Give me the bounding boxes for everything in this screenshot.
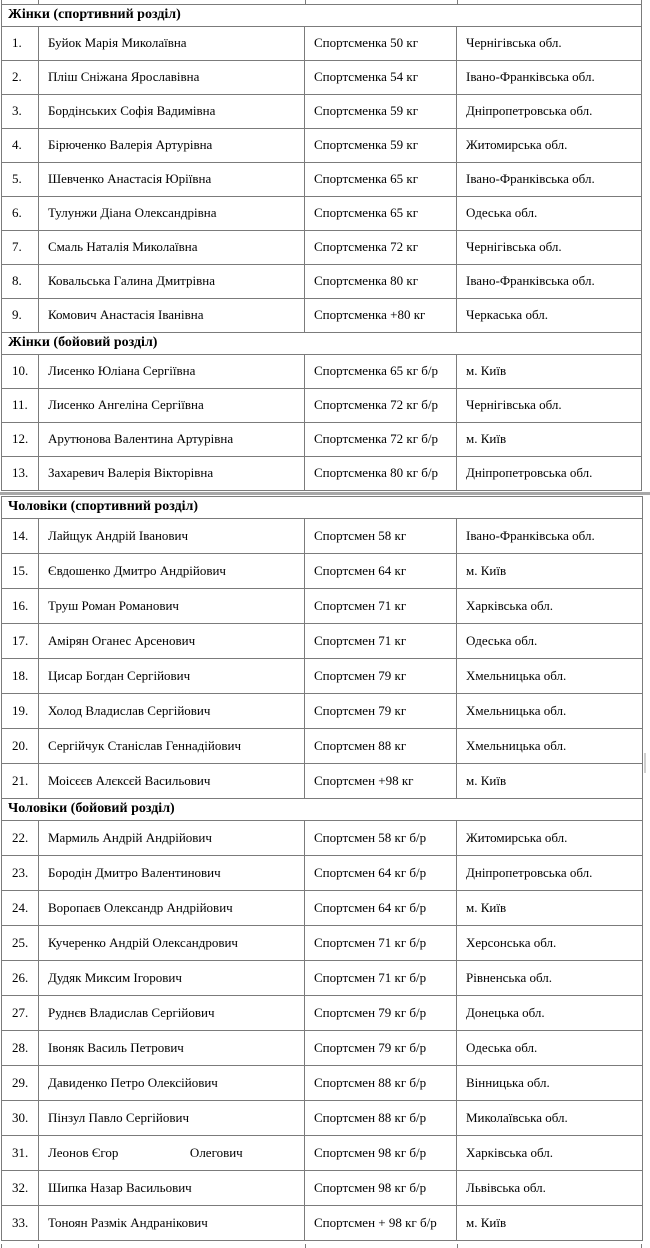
cell-num: 24. — [2, 891, 39, 926]
women-athletes-table — [1, 4, 642, 491]
cell-region: м. Київ — [457, 423, 642, 457]
cell-num: 14. — [2, 519, 39, 554]
cell-category: Спортсмен 71 кг б/р — [305, 926, 457, 961]
cell-num: 30. — [2, 1101, 39, 1136]
men-table — [1, 496, 643, 1241]
cell-name: Руднєв Владислав Сергійович — [39, 996, 305, 1031]
athlete-row — [2, 129, 642, 163]
cell-category: Спортсмен 98 кг б/р — [305, 1136, 457, 1171]
cell-name: Бородін Дмитро Валентинович — [39, 856, 305, 891]
cell-name: Тоноян Размік Андранікович — [39, 1206, 305, 1241]
cell-num: 12. — [2, 423, 39, 457]
athlete-row — [2, 95, 642, 129]
cell-num: 27. — [2, 996, 39, 1031]
athlete-row — [2, 694, 643, 729]
cell-region: Одеська обл. — [457, 624, 643, 659]
athlete-row — [2, 1136, 643, 1171]
cell-name: Бордінських Софія Вадимівна — [39, 95, 305, 129]
cell-num: 18. — [2, 659, 39, 694]
cell-num: 1. — [2, 27, 39, 61]
athlete-row — [2, 197, 642, 231]
athlete-row — [2, 554, 643, 589]
cell-name: Амірян Оганес Арсенович — [39, 624, 305, 659]
cell-name: Мармиль Андрій Андрійович — [39, 821, 305, 856]
section-header-row — [2, 5, 642, 27]
cell-region: Івано-Франківська обл. — [457, 265, 642, 299]
cell-region: Житомирська обл. — [457, 821, 643, 856]
cell-category: Спортсмен 64 кг б/р — [305, 891, 457, 926]
cell-region: Хмельницька обл. — [457, 694, 643, 729]
cell-num: 23. — [2, 856, 39, 891]
cell-num: 2. — [2, 61, 39, 95]
cell-name: Івоняк Василь Петрович — [39, 1031, 305, 1066]
cell-name: Холод Владислав Сергійович — [39, 694, 305, 729]
athlete-row — [2, 856, 643, 891]
cell-name: Пліш Сніжана Ярославівна — [39, 61, 305, 95]
cell-region: м. Київ — [457, 554, 643, 589]
cell-category: Спортсмен 71 кг — [305, 589, 457, 624]
cell-num: 13. — [2, 457, 39, 491]
cell-name: Кучеренко Андрій Олександрович — [39, 926, 305, 961]
cell-region: Одеська обл. — [457, 1031, 643, 1066]
cell-name: Бірюченко Валерія Артурівна — [39, 129, 305, 163]
cell-category: Спортсмен 88 кг — [305, 729, 457, 764]
cell-category: Спортсмен 79 кг б/р — [305, 996, 457, 1031]
athlete-row — [2, 299, 642, 333]
cell-name: Шевченко Анастасія Юріївна — [39, 163, 305, 197]
cell-num: 5. — [2, 163, 39, 197]
athlete-row — [2, 519, 643, 554]
cell-name: Тулунжи Діана Олександрівна — [39, 197, 305, 231]
cell-category: Спортсмен 88 кг б/р — [305, 1066, 457, 1101]
athlete-row — [2, 624, 643, 659]
cell-name: Лисенко Ангеліна Сергіївна — [39, 389, 305, 423]
grid-line — [305, 1244, 306, 1248]
cell-num: 10. — [2, 355, 39, 389]
athlete-row — [2, 1206, 643, 1241]
cell-name: Давиденко Петро Олексійович — [39, 1066, 305, 1101]
cell-num: 22. — [2, 821, 39, 856]
cell-category: Спортсменка 65 кг — [305, 197, 457, 231]
cell-region: Харківська обл. — [457, 589, 643, 624]
cell-region: Миколаївська обл. — [457, 1101, 643, 1136]
cell-region: м. Київ — [457, 1206, 643, 1241]
cell-category: Спортсменка 65 кг б/р — [305, 355, 457, 389]
athlete-row — [2, 355, 642, 389]
cell-num: 8. — [2, 265, 39, 299]
athlete-row — [2, 891, 643, 926]
cell-num: 9. — [2, 299, 39, 333]
athlete-row — [2, 163, 642, 197]
cell-name: Пінзул Павло Сергійович — [39, 1101, 305, 1136]
athlete-row — [2, 764, 643, 799]
athlete-row — [2, 61, 642, 95]
cell-category: Спортсменка 80 кг б/р — [305, 457, 457, 491]
men-athletes-table — [1, 496, 643, 1241]
cell-category: Спортсменка 54 кг — [305, 61, 457, 95]
cell-category: Спортсмен 58 кг б/р — [305, 821, 457, 856]
athlete-row — [2, 996, 643, 1031]
cell-category: Спортсмен +98 кг — [305, 764, 457, 799]
cell-name: Моісєєв Алєксєй Васильович — [39, 764, 305, 799]
athlete-row — [2, 659, 643, 694]
athlete-row — [2, 1101, 643, 1136]
cell-num: 20. — [2, 729, 39, 764]
cell-region: м. Київ — [457, 355, 642, 389]
cell-num: 4. — [2, 129, 39, 163]
cell-region: м. Київ — [457, 764, 643, 799]
cell-category: Спортсмен 64 кг б/р — [305, 856, 457, 891]
table-junction-divider — [0, 492, 650, 495]
section-header: Чоловіки (бойовий розділ) — [2, 799, 643, 821]
table-bottom-cutoff-remnant — [0, 1244, 650, 1248]
cell-num: 16. — [2, 589, 39, 624]
cell-category: Спортсмен 88 кг б/р — [305, 1101, 457, 1136]
cell-category: Спортсмен 79 кг б/р — [305, 1031, 457, 1066]
right-edge-scroll-artifact — [644, 753, 646, 773]
athlete-row — [2, 265, 642, 299]
cell-num: 6. — [2, 197, 39, 231]
grid-line — [1, 1244, 2, 1248]
cell-category: Спортсменка 72 кг б/р — [305, 423, 457, 457]
section-header: Жінки (бойовий розділ) — [2, 333, 642, 355]
cell-region: Івано-Франківська обл. — [457, 163, 642, 197]
cell-num: 3. — [2, 95, 39, 129]
cell-num: 31. — [2, 1136, 39, 1171]
cell-name: Буйок Марія Миколаївна — [39, 27, 305, 61]
cell-region: Чернігівська обл. — [457, 231, 642, 265]
cell-name: Воропаєв Олександр Андрійович — [39, 891, 305, 926]
cell-region: Івано-Франківська обл. — [457, 519, 643, 554]
cell-category: Спортсмен 58 кг — [305, 519, 457, 554]
grid-line — [457, 1244, 458, 1248]
cell-region: Черкаська обл. — [457, 299, 642, 333]
cell-region: Львівська обл. — [457, 1171, 643, 1206]
cell-name: Лисенко Юліана Сергіївна — [39, 355, 305, 389]
cell-region: Чернігівська обл. — [457, 27, 642, 61]
cell-num: 17. — [2, 624, 39, 659]
cell-name: Комович Анастасія Іванівна — [39, 299, 305, 333]
grid-line — [641, 1244, 642, 1248]
cell-category: Спортсменка 59 кг — [305, 129, 457, 163]
cell-region: Хмельницька обл. — [457, 659, 643, 694]
cell-name: Труш Роман Романович — [39, 589, 305, 624]
cell-name: Ковальська Галина Дмитрівна — [39, 265, 305, 299]
athlete-row — [2, 821, 643, 856]
cell-category: Спортсменка 59 кг — [305, 95, 457, 129]
cell-name: Цисар Богдан Сергійович — [39, 659, 305, 694]
cell-category: Спортсменка 65 кг — [305, 163, 457, 197]
athlete-row — [2, 1031, 643, 1066]
athlete-row — [2, 589, 643, 624]
athlete-row — [2, 389, 642, 423]
section-header-row — [2, 497, 643, 519]
cell-region: Хмельницька обл. — [457, 729, 643, 764]
cell-region: м. Київ — [457, 891, 643, 926]
cell-region: Рівненська обл. — [457, 961, 643, 996]
athlete-row — [2, 1171, 643, 1206]
cell-num: 33. — [2, 1206, 39, 1241]
cell-region: Івано-Франківська обл. — [457, 61, 642, 95]
cell-category: Спортсменка 80 кг — [305, 265, 457, 299]
cell-region: Одеська обл. — [457, 197, 642, 231]
cell-category: Спортсмен 71 кг б/р — [305, 961, 457, 996]
cell-num: 28. — [2, 1031, 39, 1066]
cell-num: 29. — [2, 1066, 39, 1101]
athlete-row — [2, 231, 642, 265]
cell-name: Євдошенко Дмитро Андрійович — [39, 554, 305, 589]
cell-region: Херсонська обл. — [457, 926, 643, 961]
cell-num: 21. — [2, 764, 39, 799]
cell-region: Вінницька обл. — [457, 1066, 643, 1101]
cell-num: 25. — [2, 926, 39, 961]
cell-name: Смаль Наталія Миколаївна — [39, 231, 305, 265]
athlete-row — [2, 1066, 643, 1101]
cell-category: Спортсменка 50 кг — [305, 27, 457, 61]
cell-num: 19. — [2, 694, 39, 729]
cell-region: Харківська обл. — [457, 1136, 643, 1171]
section-header-row — [2, 333, 642, 355]
cell-region: Житомирська обл. — [457, 129, 642, 163]
cell-region: Дніпропетровська обл. — [457, 856, 643, 891]
section-header-row — [2, 799, 643, 821]
cell-category: Спортсмен 79 кг — [305, 659, 457, 694]
cell-name: Леонов Єгор Олегович — [39, 1136, 305, 1171]
cell-region: Дніпропетровська обл. — [457, 457, 642, 491]
women-table — [1, 4, 642, 491]
cell-category: Спортсмен 98 кг б/р — [305, 1171, 457, 1206]
athlete-row — [2, 457, 642, 491]
cell-name: Арутюнова Валентина Артурівна — [39, 423, 305, 457]
athlete-row — [2, 961, 643, 996]
cell-category: Спортсменка 72 кг — [305, 231, 457, 265]
cell-name: Шипка Назар Васильович — [39, 1171, 305, 1206]
athlete-row — [2, 729, 643, 764]
cell-num: 11. — [2, 389, 39, 423]
cell-category: Спортсмен 64 кг — [305, 554, 457, 589]
cell-region: Дніпропетровська обл. — [457, 95, 642, 129]
cell-name: Дудяк Миксим Ігорович — [39, 961, 305, 996]
section-header: Чоловіки (спортивний розділ) — [2, 497, 643, 519]
cell-num: 15. — [2, 554, 39, 589]
cell-category: Спортсменка 72 кг б/р — [305, 389, 457, 423]
cell-category: Спортсменка +80 кг — [305, 299, 457, 333]
section-header: Жінки (спортивний розділ) — [2, 5, 642, 27]
grid-line — [38, 1244, 39, 1248]
cell-category: Спортсмен 71 кг — [305, 624, 457, 659]
cell-category: Спортсмен + 98 кг б/р — [305, 1206, 457, 1241]
cell-num: 26. — [2, 961, 39, 996]
cell-category: Спортсмен 79 кг — [305, 694, 457, 729]
cell-name: Сергійчук Станіслав Геннадійович — [39, 729, 305, 764]
athlete-row — [2, 423, 642, 457]
cell-region: Чернігівська обл. — [457, 389, 642, 423]
cell-name: Лайщук Андрій Іванович — [39, 519, 305, 554]
cell-region: Донецька обл. — [457, 996, 643, 1031]
athlete-row — [2, 926, 643, 961]
cell-num: 32. — [2, 1171, 39, 1206]
athlete-row — [2, 27, 642, 61]
cell-name: Захаревич Валерія Вікторівна — [39, 457, 305, 491]
cell-num: 7. — [2, 231, 39, 265]
